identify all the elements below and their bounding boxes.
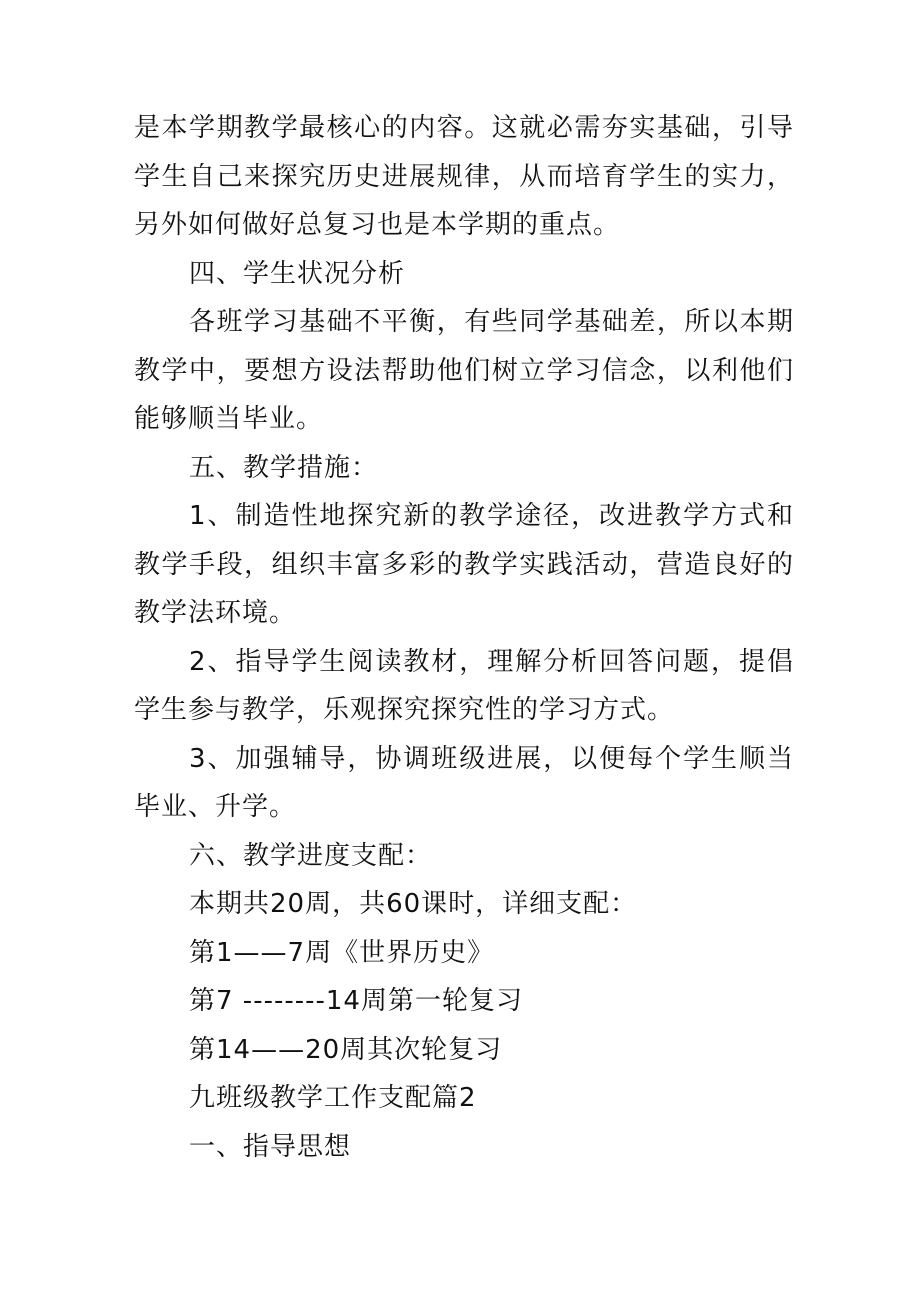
heading-teaching-schedule: 六、教学进度支配： (189, 840, 433, 871)
heading-student-analysis: 四、学生状况分析 (189, 258, 406, 289)
document-page (134, 104, 794, 1171)
schedule-item-2: 第7 --------14周第一轮复习 (189, 986, 523, 1016)
measure-item-2: 2、指导学生阅读教材，理解分析回答问题，提倡学生参与教学，乐观探究探究性的学习方式。 (134, 646, 794, 725)
measure-item-1: 1、制造性地探究新的教学途径，改进教学方式和教学手段，组织丰富多彩的教学实践活动，营造良好的教学法环境。 (134, 501, 794, 628)
heading-teaching-measures: 五、教学措施： (189, 452, 379, 483)
measure-item-3: 3、加强辅导，协调班级进展，以便每个学生顺当毕业、升学。 (134, 743, 794, 822)
schedule-item-1: 第1——7周《世界历史》 (189, 937, 495, 968)
paragraph-intro-continued: 是本学期教学最核心的内容。这就必需夯实基础，引导学生自己来探究历史进展规律，从而培育学生的实力，另外如何做好总复习也是本学期的重点。 (134, 113, 794, 240)
paragraph-student-analysis: 各班学习基础不平衡，有些同学基础差，所以本期教学中，要想方设法帮助他们树立学习信念，以利他们能够顺当毕业。 (134, 307, 794, 434)
heading-guiding-ideology: 一、指导思想 (189, 1131, 352, 1162)
schedule-summary: 本期共20周，共60课时，详细支配： (189, 889, 638, 919)
schedule-item-3: 第14——20周其次轮复习 (189, 1034, 503, 1065)
section-title-part-2: 九班级教学工作支配篇2 (189, 1083, 477, 1113)
